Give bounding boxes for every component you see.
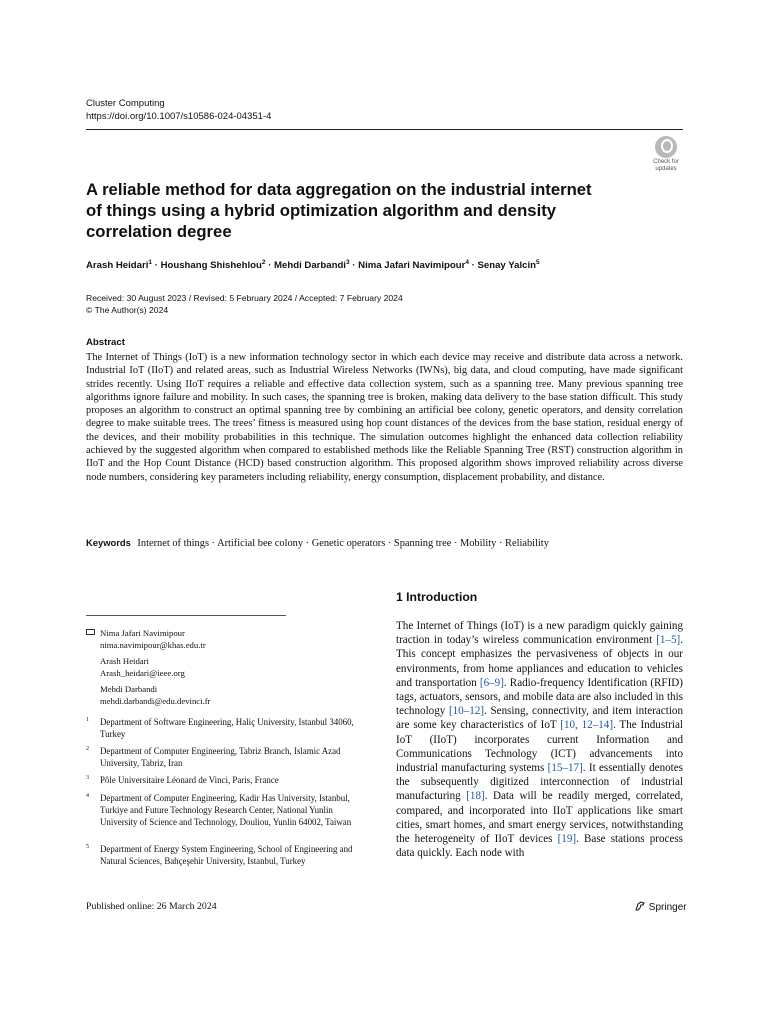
check-updates-icon (655, 136, 677, 158)
journal-header (86, 97, 271, 123)
published-online: Published online: 26 March 2024 (86, 901, 217, 912)
author-name[interactable]: Nima Jafari Navimipour (358, 260, 466, 272)
section-heading: 1 Introduction (396, 590, 478, 604)
abstract-text: The Internet of Things (IoT) is a new information technology sector in which each device may receive and distribute data across a network. Industrial IoT (IIoT) and related areas, such as Industrial Wireless Networks (IWNs), big data, and cloud computing, have made significant strides recently. Using IIoT requires a reliable and effective data collection system, such as a spanning tree. Many previous spanning tree algorithms ignore failure and mobility. In such cases, the spanning tree is broken, making data delivery to the base station difficult. This study proposes an algorithm to construct an optimal spanning tree by combining an artificial bee colony, genetic operators, and density correlation degree to make suitable trees. The trees’ fitness is measured using hop count distances of the devices from the base station, residual energy of the devices, and their mobility probabilities in this technique. The simulation outcomes highlight the enhanced data collection reliability achieved by the suggested algorithm when compared to established methods like the Reliable Spanning Tree (RST) construction algorithm in IIoT and the Hop Count Distance (HCD) based construction algorithm. This proposed algorithm shows improved reliability across diverse node numbers, considering key parameters including reliability, energy consumption, displacement probability, and distance. (86, 352, 683, 483)
affiliation-number: 1 (86, 717, 89, 723)
keywords (86, 537, 696, 549)
author-name[interactable]: Senay Yalcin (477, 260, 536, 272)
affiliation-1 (86, 716, 370, 740)
author-affiliation: 5 (536, 259, 540, 266)
intro-text: . Sensing, connectivity, and item interaction are some key characteristics of IoT (396, 705, 683, 732)
badge-line-2: updates (655, 166, 677, 172)
affiliation-2 (86, 745, 370, 769)
intro-text: . Base stations process data quickly. Each node with (396, 833, 683, 860)
publisher-name: Springer (648, 902, 687, 913)
affiliation-text: Department of Computer Engineering, Tabriz Branch, Islamic Azad University, Tabriz, Iran (100, 746, 341, 769)
badge-line-1: Check for (653, 159, 679, 165)
author-affiliation: 4 (465, 259, 469, 266)
header-rule (86, 129, 683, 130)
envelope-icon (86, 629, 95, 635)
citation-link[interactable]: [18] (466, 790, 485, 803)
keywords-list: Internet of things · Artificial bee colony · Genetic operators · Spanning tree · Mobility · Reliability (137, 538, 549, 549)
intro-text: . Data will be readily merged, correlated, compared, and incorporated into IIoT applications like smart cities, smart homes, and smart energy services, notwithstanding the heterogeneity of IIoT devices (396, 790, 684, 846)
contact-email[interactable]: nima.navimipour@khas.edu.tr (100, 640, 206, 650)
intro-text: . It essentially denotes the subsequently digitized interconnection of industrial manufacturing (396, 762, 683, 803)
affiliation-number: 5 (86, 844, 89, 850)
citation-link[interactable]: [10, 12–14] (560, 719, 614, 732)
affiliation-text: Department of Energy System Engineering, School of Engineering and Natural Sciences, Bahçeşehir University, Istanbul, Turkey (100, 844, 353, 867)
check-for-updates-badge[interactable] (648, 136, 684, 172)
intro-text: . The Industrial IoT (IIoT) incorporates current Information and Communications Technology (ICT) advancements into industrial manufacturing systems (396, 719, 683, 775)
affiliation-text: Department of Software Engineering, Haliç University, Istanbul 34060, Turkey (100, 717, 354, 740)
affiliation-4 (86, 792, 370, 829)
contact-name: Arash Heidari (100, 656, 149, 666)
copyright: © The Author(s) 2024 (86, 305, 169, 315)
history-dates: Received: 30 August 2023 / Revised: 5 February 2024 / Accepted: 7 February 2024 (86, 293, 403, 303)
doi-link[interactable]: https://doi.org/10.1007/s10586-024-04351-4 (86, 111, 272, 122)
citation-link[interactable]: [15–17] (547, 762, 583, 775)
author-list: Arash Heidari$^1$ · Houshang Shishehlou$^2$ · Mehdi Darbandi$^3$ · Nima Jafari Navimipour$^4$ · Senay Yalcin$^5$ (86, 259, 540, 272)
intro-text: . Radio-frequency Identification (RFID) tags, actuators, sensors, and mobile data are also included in this technology (396, 676, 683, 718)
author-affiliation: 1 (148, 259, 153, 266)
affiliation-5 (86, 843, 370, 867)
citation-link[interactable]: [1–5] (656, 634, 681, 647)
publisher-logo[interactable] (634, 900, 687, 913)
affiliation-number: 2 (86, 746, 89, 752)
intro-paragraph (396, 619, 683, 860)
paper-title (86, 179, 646, 242)
affiliation-text: Pôle Universitaire Léonard de Vinci, Paris, France (100, 775, 279, 785)
corresponding-author (86, 627, 211, 651)
journal-name: Cluster Computing (86, 98, 165, 109)
contact-email[interactable]: mehdi.darbandi@edu.devinci.fr (100, 696, 211, 706)
citation-link[interactable]: [10–12] (448, 705, 485, 718)
citation-link[interactable]: [6–9] (479, 676, 504, 689)
title-line: correlation degree (86, 222, 232, 241)
springer-horse-icon (634, 900, 646, 912)
abstract-heading: Abstract (86, 337, 125, 348)
author-affiliation: 3 (345, 259, 350, 266)
title-line: of things using a hybrid optimization algorithm and density (86, 201, 557, 220)
author-name[interactable]: Arash Heidari (86, 260, 149, 272)
contact-name: Mehdi Darbandi (100, 684, 158, 694)
intro-text: . This concept emphasizes the pervasiveness of objects in our environments, from home appliances and education to vehicles and transportation (396, 634, 683, 689)
correspondence-block (86, 627, 211, 707)
contact-name: Nima Jafari Navimipour (100, 628, 185, 638)
article-dates (86, 292, 403, 316)
affiliation-number: 4 (86, 793, 89, 799)
affiliation-3 (86, 774, 370, 786)
author-name[interactable]: Mehdi Darbandi (274, 260, 346, 272)
citation-link[interactable]: [19] (557, 833, 577, 846)
contact-entry (86, 683, 211, 707)
intro-text: The Internet of Things (IoT) is a new paradigm quickly gaining traction in today’s wireless communication environment (396, 620, 683, 647)
title-line: A reliable method for data aggregation on the industrial internet (86, 180, 592, 199)
contact-entry (86, 655, 211, 679)
keywords-label: Keywords (86, 537, 131, 548)
author-name[interactable]: Houshang Shishehlou (160, 260, 262, 272)
author-affiliation: 2 (261, 259, 266, 266)
affiliation-number: 3 (86, 775, 89, 781)
contact-email[interactable]: Arash_heidari@ieee.org (100, 668, 185, 678)
affiliation-text: Department of Computer Engineering, Kadir Has University, Istanbul, Turkiye and Future Technology Research Center, National Yunlin University of Science and Technology, Douliou, Yunlin 64002, Taiwan (100, 793, 352, 828)
footnote-rule (86, 615, 286, 616)
